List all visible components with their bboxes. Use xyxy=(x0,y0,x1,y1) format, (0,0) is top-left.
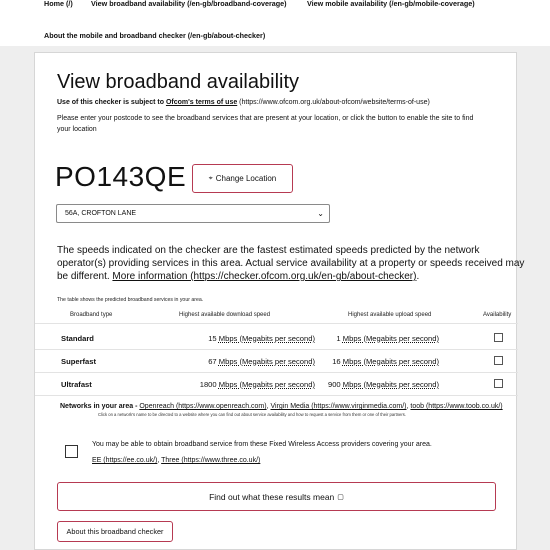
postcode-display: PO143QE xyxy=(55,161,187,192)
disclaimer-line-3 xyxy=(57,270,507,283)
availability-checkbox-superfast[interactable] xyxy=(494,356,503,365)
header-availability: Availability xyxy=(483,312,512,318)
networks-line xyxy=(60,403,503,410)
download-speed-ultrafast xyxy=(200,380,315,389)
download-unit: Mbps (Megabits per second) xyxy=(218,380,315,389)
upload-unit: Mbps (Megabits per second) xyxy=(342,357,439,366)
row-type-ultrafast: Ultrafast xyxy=(61,380,92,389)
upload-value: 16 xyxy=(332,357,341,366)
network-separator: , xyxy=(266,403,271,410)
instructions-line-1: Please enter your postcode to see the broadband services that are present at your location, or click the button to enable the site to find xyxy=(57,115,474,122)
upload-value: 1 xyxy=(336,334,341,343)
top-navigation xyxy=(0,0,550,46)
header-broadband-type: Broadband type xyxy=(70,312,113,318)
upload-speed-standard xyxy=(336,334,439,343)
disclaimer-line-1: The speeds indicated on the checker are the fastest estimated speeds predicted by the network xyxy=(57,245,480,256)
download-unit: Mbps (Megabits per second) xyxy=(218,334,315,343)
fwa-ee-link[interactable]: EE (https://ee.co.uk/) xyxy=(92,457,158,464)
fwa-three-link[interactable]: Three (https://www.three.co.uk/) xyxy=(161,457,261,464)
table-header-divider xyxy=(35,323,518,324)
results-button-label: Find out what these results mean xyxy=(209,491,335,502)
row-divider xyxy=(35,372,518,373)
disclaimer-line-3-prefix: be different. xyxy=(57,271,113,282)
speed-disclaimer xyxy=(57,244,525,283)
expand-icon: ▢ xyxy=(337,493,344,501)
header-download-speed: Highest available download speed xyxy=(179,312,271,318)
networks-note: Click on a network's name to be directed to a website where you can find out about service availability and how to request a service from them or one of their partners. xyxy=(98,412,407,417)
header-upload-speed: Highest available upload speed xyxy=(348,312,432,318)
terms-notice xyxy=(57,99,430,106)
change-location-button[interactable] xyxy=(192,164,293,193)
chevron-down-icon: ⌄ xyxy=(317,209,324,218)
upload-value: 900 xyxy=(327,380,341,389)
address-selected-value: 56A, CROFTON LANE xyxy=(65,210,137,217)
nav-broadband-link[interactable]: View broadband availability (/en-gb/broadband-coverage) xyxy=(91,0,287,8)
instructions-line-2: your location xyxy=(57,126,97,133)
terms-link[interactable]: Ofcom's terms of use xyxy=(165,99,238,106)
download-speed-superfast xyxy=(208,357,315,366)
upload-unit: Mbps (Megabits per second) xyxy=(342,334,439,343)
disclaimer-line-3-suffix: . xyxy=(416,271,420,282)
upload-speed-ultrafast xyxy=(328,380,439,389)
about-checker-button[interactable]: About this broadband checker xyxy=(57,521,173,542)
nav-home-link[interactable]: Home (/) xyxy=(44,0,73,8)
location-icon: ⌖ xyxy=(208,174,213,182)
table-caption: The table shows the predicted broadband services in your area. xyxy=(57,297,204,303)
fwa-checkbox[interactable] xyxy=(65,445,78,458)
terms-prefix: Use of this checker is subject to xyxy=(57,99,166,106)
download-unit: Mbps (Megabits per second) xyxy=(218,357,315,366)
download-value: 1800 xyxy=(199,380,217,389)
fwa-text: You may be able to obtain broadband service from these Fixed Wireless Access providers covering your area. xyxy=(92,441,432,448)
address-select[interactable] xyxy=(56,204,330,223)
availability-checkbox-standard[interactable] xyxy=(494,333,503,342)
nav-about-link[interactable]: About the mobile and broadband checker (/en-gb/about-checker) xyxy=(44,31,266,40)
nav-mobile-link[interactable]: View mobile availability (/en-gb/mobile-coverage) xyxy=(307,0,475,8)
more-information-link[interactable]: More information (https://checker.ofcom.org.uk/en-gb/about-checker) xyxy=(112,271,417,282)
fwa-separator: , xyxy=(157,457,162,464)
networks-label: Networks in your area - xyxy=(60,403,140,410)
row-type-standard: Standard xyxy=(61,334,94,343)
upload-speed-superfast xyxy=(332,357,439,366)
page-title: View broadband availability xyxy=(57,71,300,93)
terms-url[interactable]: (https://www.ofcom.org.uk/about-ofcom/website/terms-of-use) xyxy=(237,99,430,106)
change-location-label: Change Location xyxy=(215,174,277,183)
row-divider xyxy=(35,395,518,396)
broadband-card xyxy=(34,52,525,550)
network-virgin-media-link[interactable]: Virgin Media (https://www.virginmedia.com/) xyxy=(270,403,407,410)
network-openreach-link[interactable]: Openreach (https://www.openreach.com) xyxy=(139,403,267,410)
find-out-results-button[interactable] xyxy=(57,482,496,511)
upload-unit: Mbps (Megabits per second) xyxy=(342,380,439,389)
download-speed-standard xyxy=(208,334,315,343)
download-value: 15 xyxy=(208,334,217,343)
row-divider xyxy=(35,349,518,350)
download-value: 67 xyxy=(208,357,217,366)
network-separator: , xyxy=(406,403,411,410)
row-type-superfast: Superfast xyxy=(61,357,97,366)
fwa-providers xyxy=(92,457,260,464)
disclaimer-line-2: operator(s) providing services in this area. Actual service availability at a property or speeds received may xyxy=(57,258,525,269)
availability-checkbox-ultrafast[interactable] xyxy=(494,379,503,388)
network-toob-link[interactable]: toob (https://www.toob.co.uk/) xyxy=(410,403,503,410)
